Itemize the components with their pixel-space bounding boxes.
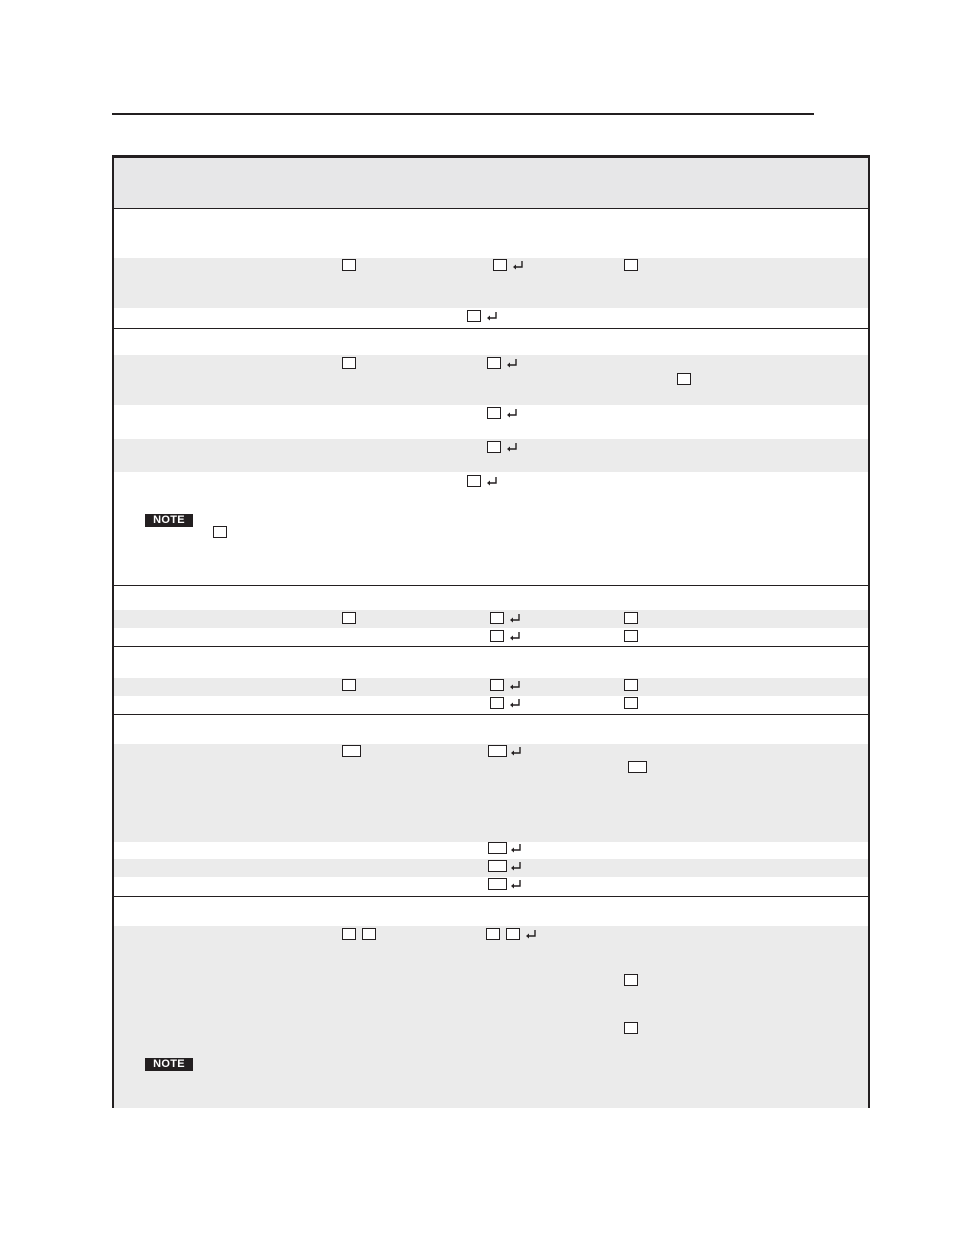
note-badge: NOTE <box>145 514 193 527</box>
placeholder-box-icon <box>342 928 356 940</box>
placeholder-box-icon <box>487 357 501 369</box>
placeholder-box-icon <box>624 630 638 642</box>
group-divider <box>114 714 868 715</box>
placeholder-box-icon <box>624 259 638 271</box>
placeholder-box-icon <box>493 259 507 271</box>
return-key-icon <box>506 408 518 420</box>
placeholder-box-icon <box>467 310 481 322</box>
return-key-icon <box>509 680 521 692</box>
placeholder-box-icon <box>624 697 638 709</box>
placeholder-box-icon <box>362 928 376 940</box>
placeholder-box-icon <box>486 928 500 940</box>
return-key-icon <box>512 260 524 272</box>
top-rule <box>112 113 814 115</box>
placeholder-box-icon <box>488 842 507 854</box>
placeholder-box-icon <box>677 373 691 385</box>
return-key-icon <box>525 929 537 941</box>
placeholder-box-icon <box>624 679 638 691</box>
placeholder-box-icon <box>624 974 638 986</box>
note-badge: NOTE <box>145 1058 193 1071</box>
placeholder-box-icon <box>342 357 356 369</box>
placeholder-box-icon <box>490 679 504 691</box>
placeholder-box-icon <box>342 745 361 757</box>
return-key-icon <box>510 843 522 855</box>
header-divider <box>114 208 868 209</box>
return-key-icon <box>509 631 521 643</box>
placeholder-box-icon <box>624 612 638 624</box>
table-header <box>114 158 868 208</box>
table-row <box>114 926 868 1108</box>
placeholder-box-icon <box>467 475 481 487</box>
row-divider <box>114 646 868 647</box>
placeholder-box-icon <box>342 612 356 624</box>
table-row <box>114 744 868 842</box>
placeholder-box-icon <box>490 612 504 624</box>
placeholder-box-icon <box>487 407 501 419</box>
placeholder-box-icon <box>624 1022 638 1034</box>
placeholder-box-icon <box>213 526 227 538</box>
return-key-icon <box>506 442 518 454</box>
return-key-icon <box>510 879 522 891</box>
placeholder-box-icon <box>490 697 504 709</box>
table-row <box>114 258 868 308</box>
return-key-icon <box>506 358 518 370</box>
return-key-icon <box>510 861 522 873</box>
placeholder-box-icon <box>488 878 507 890</box>
placeholder-box-icon <box>342 259 356 271</box>
return-key-icon <box>510 746 522 758</box>
placeholder-box-icon <box>487 441 501 453</box>
group-divider <box>114 328 868 329</box>
group-divider <box>114 585 868 586</box>
placeholder-box-icon <box>506 928 520 940</box>
placeholder-box-icon <box>488 860 507 872</box>
placeholder-box-icon <box>342 679 356 691</box>
return-key-icon <box>486 476 498 488</box>
placeholder-box-icon <box>628 761 647 773</box>
command-table <box>112 155 870 1108</box>
return-key-icon <box>486 311 498 323</box>
return-key-icon <box>509 613 521 625</box>
group-divider <box>114 896 868 897</box>
placeholder-box-icon <box>490 630 504 642</box>
return-key-icon <box>509 698 521 710</box>
placeholder-box-icon <box>488 745 507 757</box>
